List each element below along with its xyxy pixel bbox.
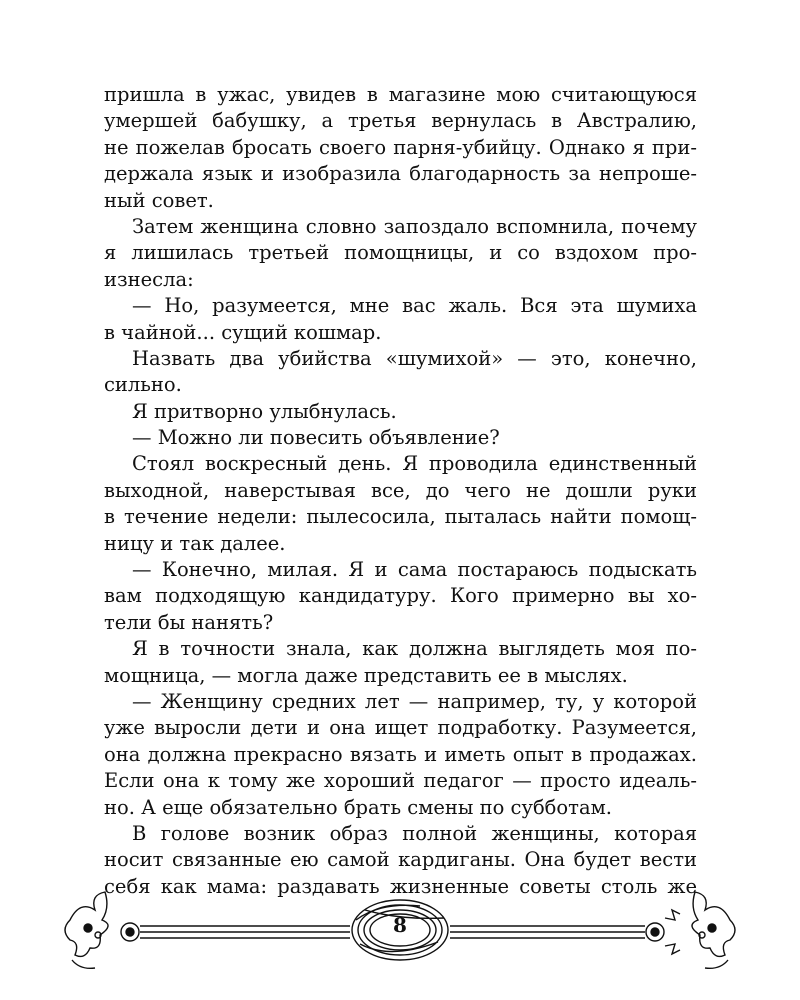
text-line: Если она к тому же хороший педагог — просто идеаль- (104, 769, 697, 793)
text-line: пришла в ужас, увидев в магазине мою считающуюся (104, 83, 697, 106)
page-footer-ornament (60, 880, 740, 980)
text-line: не пожелав бросать своего парня-убийцу. Однако я при- (104, 135, 697, 159)
text-line: мощница, — могла даже представить ее в мыслях. (104, 663, 628, 687)
text-line: ницу и так далее. (104, 531, 286, 555)
text-line: изнесла: (104, 267, 194, 291)
text-line: в чайной... сущий кошмар. (104, 320, 382, 344)
page-number: 8 (393, 913, 407, 937)
text-line: в течение недели: пылесосила, пыталась найти помощ- (104, 505, 697, 529)
text-line: Я в точности знала, как должна выглядеть моя по- (132, 637, 697, 661)
text-line: Назвать два убийства «шумихой» — это, конечно, (132, 346, 697, 370)
text-line: я лишилась третьей помощницы, и со вздохом про- (104, 241, 697, 265)
text-line: себя как мама: раздавать жизненные советы столь же (104, 874, 697, 898)
text-line: Стоял воскресный день. Я проводила единственный (132, 452, 697, 476)
text-line: сильно. (104, 373, 182, 397)
text-line: вам подходящую кандидатуру. Кого примерно вы хо- (104, 584, 697, 608)
text-line: тели бы нанять? (104, 610, 274, 634)
text-line: уже выросли дети и она ищет подработку. Разумеется, (104, 716, 697, 740)
text-line: Затем женщина словно запоздало вспомнила, почему (132, 214, 697, 238)
text-line: — Конечно, милая. Я и сама постараюсь подыскать (132, 558, 697, 582)
text-line: — Женщину средних лет — например, ту, у которой (132, 689, 697, 713)
text-line: ный совет. (104, 188, 214, 212)
text-line: она должна прекрасно вязать и иметь опыт в продажах. (104, 742, 697, 766)
text-line: умершей бабушку, а третья вернулась в Австралию, (104, 109, 697, 133)
text-line: Я притворно улыбнулась. (132, 399, 397, 423)
text-line: но. А еще обязательно брать смены по субботам. (104, 795, 612, 819)
bat-left-icon (65, 892, 108, 968)
text-line: В голове возник образ полной женщины, которая (132, 821, 697, 845)
bat-right-icon (692, 892, 735, 968)
text-line: — Можно ли повесить объявление? (132, 426, 500, 450)
text-line: держала язык и изобразила благодарность за непроше- (104, 162, 697, 186)
text-line: носит связанные ею самой кардиганы. Она будет вести (104, 848, 697, 872)
text-line: выходной, наверстывая все, до чего не дошли руки (104, 478, 697, 502)
text-line: — Но, разумеется, мне вас жаль. Вся эта шумиха (132, 294, 697, 318)
page-body-text (104, 82, 697, 900)
